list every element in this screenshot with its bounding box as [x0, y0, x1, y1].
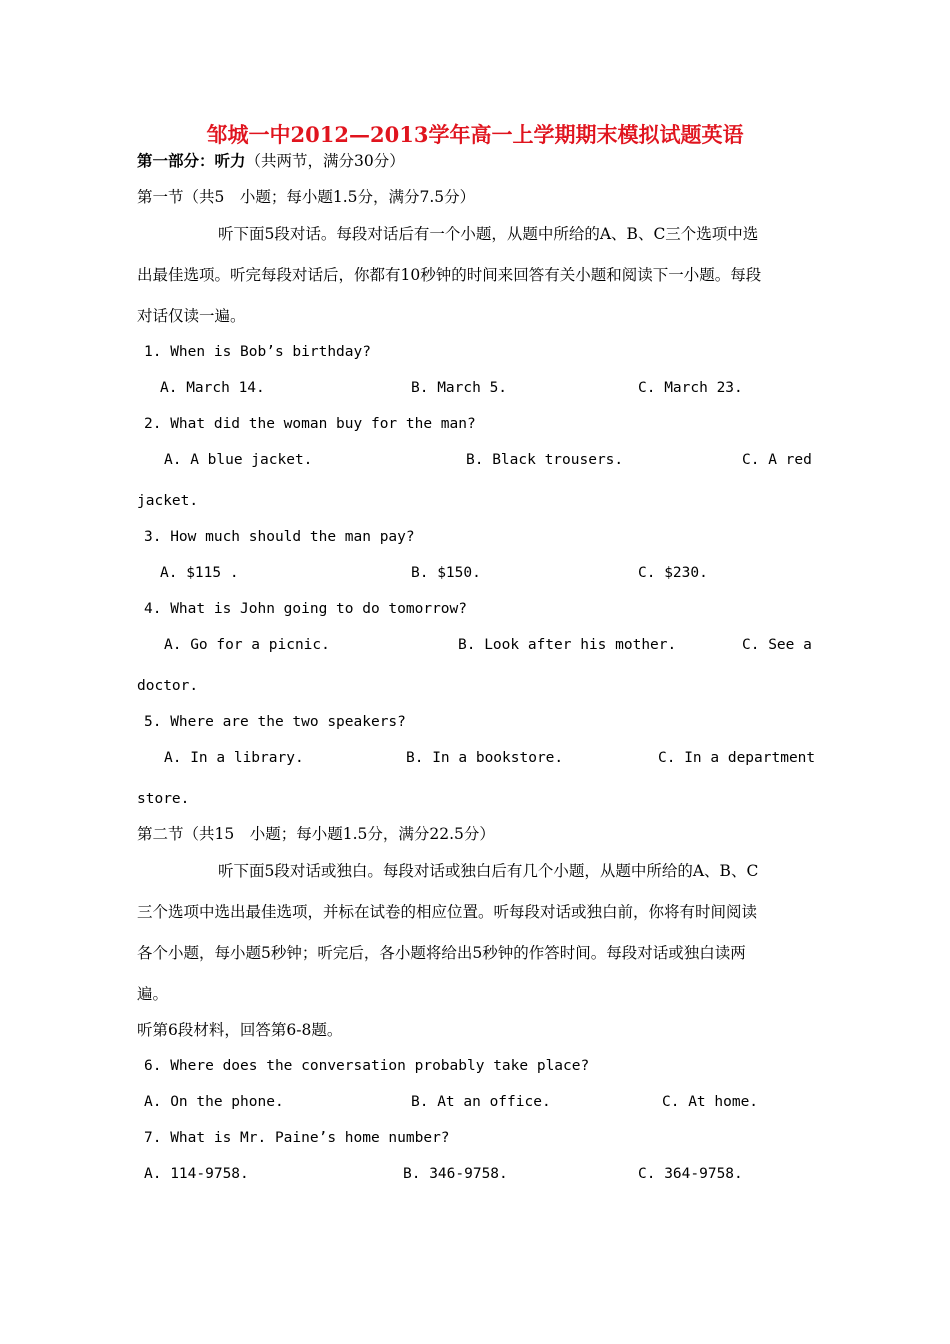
section2-instruction-line: 三个选项中选出最佳选项，并标在试卷的相应位置。听每段对话或独白前，你将有时间阅读 [137, 903, 758, 921]
question-stem: 5. Where are the two speakers? [144, 714, 406, 730]
part1-heading [137, 150, 405, 172]
option-wrap: doctor. [137, 678, 199, 694]
question-stem: 1. When is Bob’s birthday? [144, 344, 371, 360]
option-b: B. In a bookstore. [406, 750, 564, 766]
question-stem: 4. What is John going to do tomorrow? [144, 601, 468, 617]
option-b: B. Black trousers. [466, 452, 624, 468]
section1-instruction-line: 听下面5段对话。每段对话后有一个小题，从题中所给的A、B、C三个选项中选 [218, 225, 759, 243]
option-c: C. In a department [658, 750, 816, 766]
option-c: C. 364-9758. [638, 1166, 743, 1182]
option-b: B. 346-9758. [403, 1166, 508, 1182]
question-stem: 3. How much should the man pay? [144, 529, 415, 545]
option-a: A. A blue jacket. [164, 452, 313, 468]
option-wrap: jacket. [137, 493, 199, 509]
option-c: C. See a [742, 637, 812, 653]
question-stem: 7. What is Mr. Paine’s home number? [144, 1130, 450, 1146]
part1-heading-bold: 第一部分：听力 [137, 151, 246, 170]
option-a: A. On the phone. [144, 1094, 284, 1110]
option-a: A. Go for a picnic. [164, 637, 330, 653]
option-a: A. 114-9758. [144, 1166, 249, 1182]
option-c: C. March 23. [638, 380, 743, 396]
section2-heading: 第二节（共15 小题；每小题1.5分，满分22.5分） [137, 825, 495, 843]
question-stem: 6. Where does the conversation probably take place? [144, 1058, 590, 1074]
option-b: B. Look after his mother. [458, 637, 677, 653]
section1-instruction-line: 出最佳选项。听完每段对话后，你都有10秒钟的时间来回答有关小题和阅读下一小题。每段 [137, 266, 762, 284]
option-a: A. $115 . [160, 565, 239, 581]
question-stem: 2. What did the woman buy for the man? [144, 416, 476, 432]
option-c: C. $230. [638, 565, 708, 581]
option-b: B. $150. [411, 565, 481, 581]
option-wrap: store. [137, 791, 190, 807]
option-b: B. March 5. [411, 380, 508, 396]
section1-heading: 第一节（共5 小题；每小题1.5分，满分7.5分） [137, 188, 476, 206]
material-heading: 听第6段材料，回答第6-8题。 [137, 1021, 343, 1039]
section2-instruction-line: 遍。 [137, 985, 169, 1003]
option-c: C. At home. [662, 1094, 759, 1110]
page-title: 邹城一中2012—2013学年高一上学期期末模拟试题英语 [206, 122, 744, 147]
option-c: C. A red [742, 452, 812, 468]
section2-instruction-line: 听下面5段对话或独白。每段对话或独白后有几个小题，从题中所给的A、B、C [218, 862, 759, 880]
part1-heading-rest: （共两节，满分30分） [245, 152, 405, 170]
option-a: A. March 14. [160, 380, 265, 396]
section2-instruction-line: 各个小题，每小题5秒钟；听完后，各小题将给出5秒钟的作答时间。每段对话或独白读两 [137, 944, 746, 962]
option-b: B. At an office. [411, 1094, 551, 1110]
option-a: A. In a library. [164, 750, 304, 766]
section1-instruction-line: 对话仅读一遍。 [137, 307, 246, 325]
